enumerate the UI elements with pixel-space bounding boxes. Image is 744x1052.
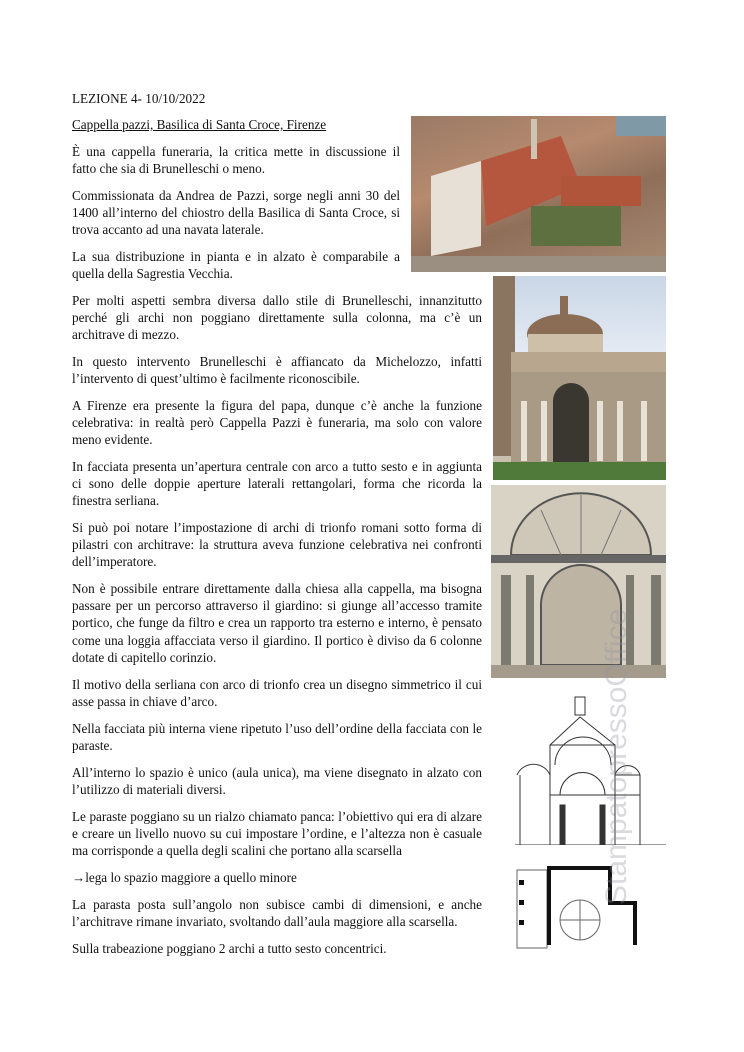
paragraph: Non è possibile entrare direttamente dalla chiesa alla cappella, ma bisogna passare per un percorso attraverso il giardino: si giunge all’accesso tramite portico, che funge da filtro e crea un rapporto tra esterno e interno, è pensato come una loggia affacciata verso il giardino. Il portico è diviso da 6 colonne dotate di capitello corinzio.	[72, 581, 482, 665]
facade-photo	[493, 276, 666, 480]
paragraph: A Firenze era presente la figura del papa, dunque c’è anche la funzione celebrativa: in realtà però Cappella Pazzi è funeraria, ma solo con valore meno evidente.	[72, 398, 482, 448]
paragraph: Commissionata da Andrea de Pazzi, sorge negli anni 30 del 1400 all’interno del chiostro della Basilica di Santa Croce, si trova accanto ad una navata laterale.	[72, 188, 400, 238]
paragraph: Si può poi notare l’impostazione di archi di trionfo romani sotto forma di pilastri con architrave: la struttura aveva funzione celebrativa nei confronti dell’imperatore.	[72, 520, 482, 570]
paragraph: La sua distribuzione in pianta e in alzato è comparabile a quella della Sagrestia Vecchia.	[72, 249, 400, 282]
lesson-heading: LEZIONE 4- 10/10/2022	[72, 91, 206, 106]
paragraph: Per molti aspetti sembra diversa dallo stile di Brunelleschi, innanzitutto perché gli archi non poggiano direttamente sulla colonna, ma c’è un architrave di mezzo.	[72, 293, 482, 343]
watermark: StampatopressoOffice	[600, 608, 633, 905]
paragraph: Le paraste poggiano su un rialzo chiamato panca: l’obiettivo qui era di alzare e creare un livello nuovo su cui impostare l’ordine, e l’altezza non è casuale ma corrisponde a quella degli scalini che portano alla scarsella	[72, 809, 482, 859]
paragraph: In facciata presenta un’apertura centrale con arco a tutto sesto e in aggiunta ci sono delle doppie aperture laterali rettangolari, forma che ricorda la finestra serliana.	[72, 459, 482, 509]
paragraph: →lega lo spazio maggiore a quello minore	[72, 870, 297, 885]
aerial-photo-santa-croce	[411, 116, 666, 272]
section-subtitle: Cappella pazzi, Basilica di Santa Croce, Firenze	[72, 117, 327, 132]
paragraph: In questo intervento Brunelleschi è affiancato da Michelozzo, infatti l’intervento di quest’ultimo è facilmente riconoscibile.	[72, 354, 482, 387]
paragraph: Sulla trabeazione poggiano 2 archi a tutto sesto concentrici.	[72, 941, 387, 956]
interior-photo	[491, 485, 666, 678]
paragraph: Nella facciata più interna viene ripetuto l’uso dell’ordine della facciata con le paraste.	[72, 721, 482, 754]
paragraph: È una cappella funeraria, la critica mette in discussione il fatto che sia di Brunelleschi o meno.	[72, 144, 400, 177]
paragraph: All’interno lo spazio è unico (aula unica), ma viene disegnato in alzato con l’utilizzo di materiali diversi.	[72, 765, 482, 798]
paragraph: La parasta posta sull’angolo non subisce cambi di dimensioni, e anche l’architrave rimane invariato, svoltando dall’aula maggiore alla scarsella.	[72, 897, 482, 930]
paragraph: Il motivo della serliana con arco di trionfo crea un disegno simmetrico il cui asse passa in chiave d’arco.	[72, 677, 482, 710]
section-drawing	[515, 695, 666, 845]
